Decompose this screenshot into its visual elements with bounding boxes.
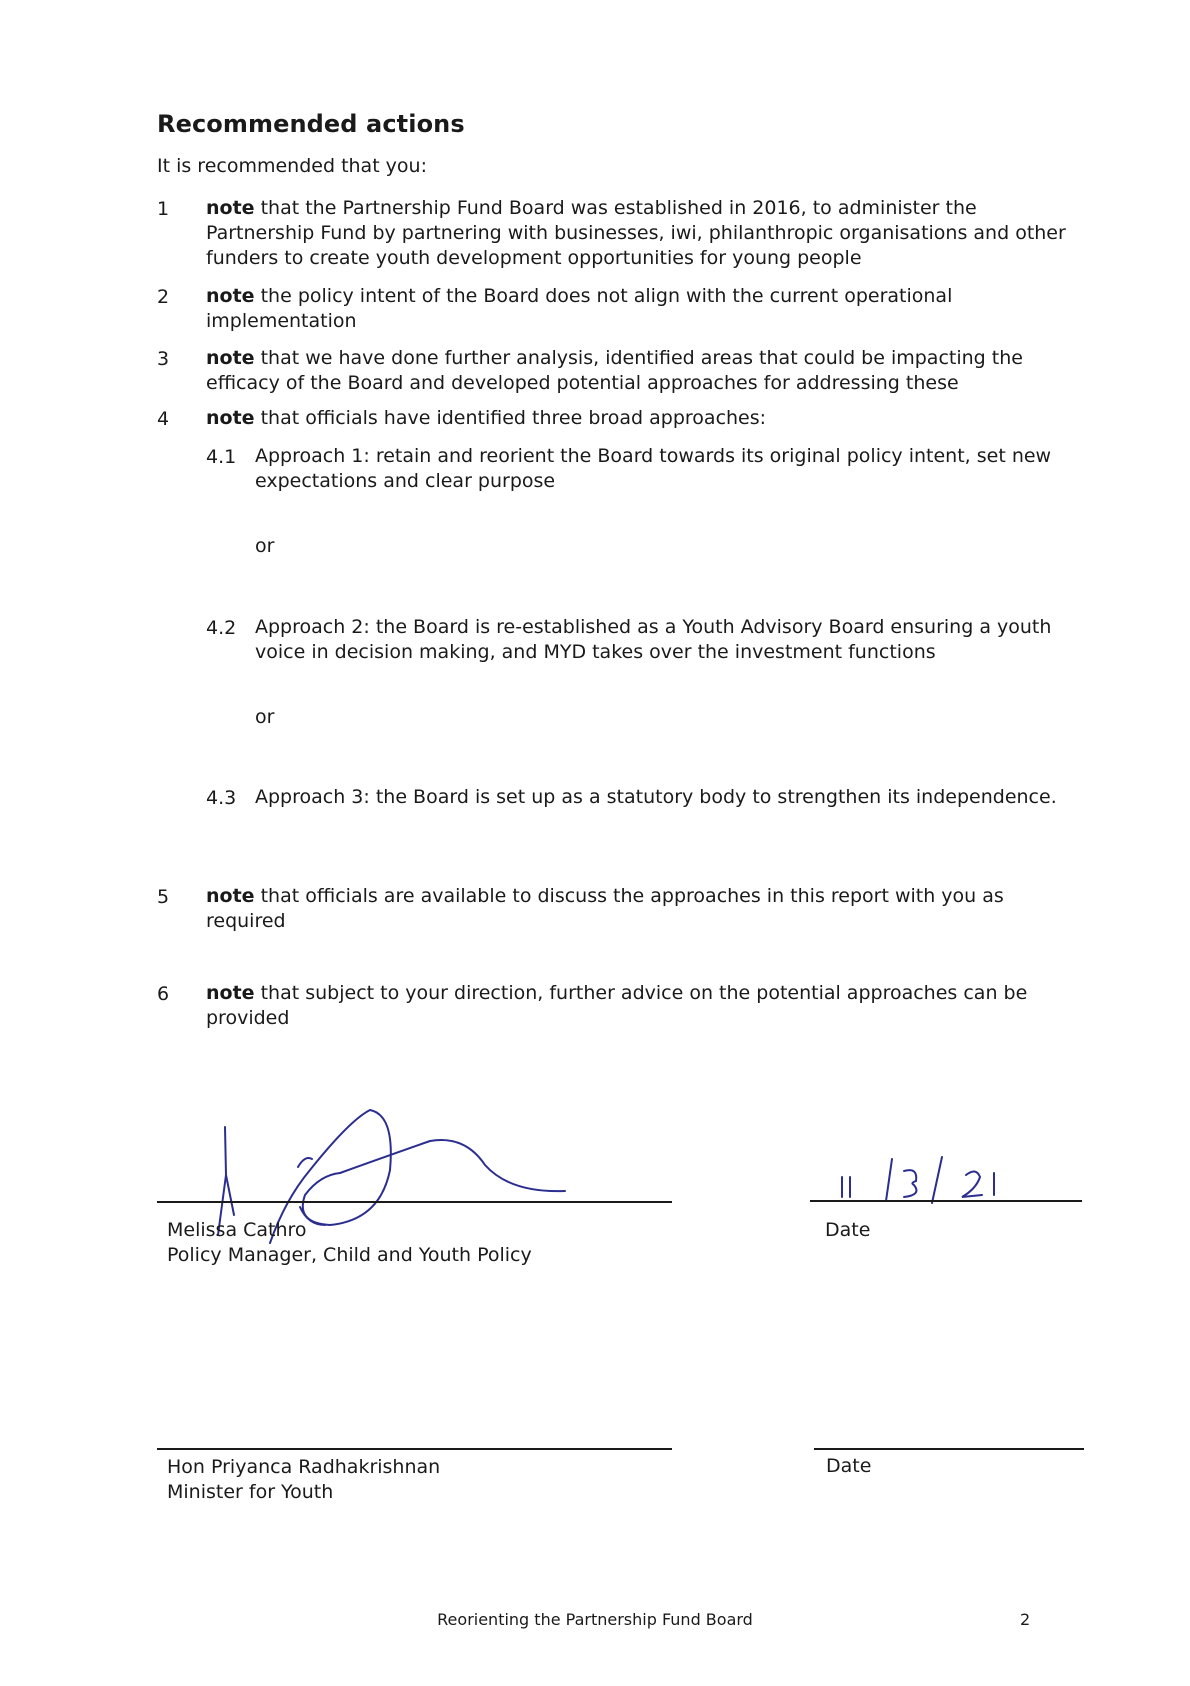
item-keyword: note [206, 285, 255, 307]
signatory-name: Melissa Cathro [167, 1219, 307, 1241]
signatory-name: Hon Priyanca Radhakrishnan [167, 1456, 441, 1478]
item-body: that we have done further analysis, identified areas that could be impacting the efficacy of the Board and developed potential approaches for addressing these [206, 347, 1023, 394]
recommendation-item [206, 284, 1086, 334]
item-number: 4 [157, 408, 170, 430]
item-body: that the Partnership Fund Board was established in 2016, to administer the Partnership Fund by partnering with businesses, iwi, philanthropic organisations and other funders to create youth development opportunities for young people [206, 197, 1066, 269]
recommendation-item [206, 406, 1086, 431]
intro-text: It is recommended that you: [157, 155, 427, 177]
approach-text: Approach 1: retain and reorient the Board towards its original policy intent, set new expectations and clear purpose [255, 445, 1052, 492]
item-keyword: note [206, 197, 255, 219]
handwritten-date [830, 1155, 1030, 1211]
recommendation-item [206, 884, 1086, 934]
item-body: that officials have identified three broad approaches: [254, 407, 767, 429]
item-number: 5 [157, 886, 170, 908]
or-separator: or [255, 706, 275, 728]
recommendation-item [206, 196, 1086, 271]
page-number: 2 [1020, 1610, 1031, 1629]
footer-title: Reorienting the Partnership Fund Board [437, 1610, 753, 1629]
item-keyword: note [206, 347, 255, 369]
item-body: that officials are available to discuss the approaches in this report with you as required [206, 885, 1004, 932]
date-line [810, 1200, 1082, 1202]
item-number: 2 [157, 286, 170, 308]
item-keyword: note [206, 885, 255, 907]
approach-number: 4.1 [206, 446, 237, 468]
signature-line [157, 1448, 672, 1450]
approach-number: 4.2 [206, 617, 237, 639]
item-body: the policy intent of the Board does not align with the current operational implementation [206, 285, 953, 332]
approach-number: 4.3 [206, 787, 237, 809]
signatory-title: Minister for Youth [167, 1481, 334, 1503]
signatory-title: Policy Manager, Child and Youth Policy [167, 1244, 532, 1266]
signature-line [157, 1201, 672, 1203]
item-number: 6 [157, 983, 170, 1005]
approach-text: Approach 2: the Board is re-established as a Youth Advisory Board ensuring a youth voice in decision making, and MYD takes over the investment functions [255, 616, 1052, 663]
item-number: 1 [157, 198, 170, 220]
recommendation-item [206, 346, 1086, 396]
item-keyword: note [206, 407, 255, 429]
item-keyword: note [206, 982, 255, 1004]
date-line [814, 1448, 1084, 1450]
or-separator: or [255, 535, 275, 557]
date-label: Date [826, 1455, 872, 1477]
date-label: Date [825, 1219, 871, 1241]
item-number: 3 [157, 348, 170, 370]
approach-text: Approach 3: the Board is set up as a statutory body to strengthen its independence. [255, 786, 1057, 808]
section-heading: Recommended actions [157, 110, 465, 138]
item-body: that subject to your direction, further advice on the potential approaches can be provided [206, 982, 1028, 1029]
recommendation-item [206, 981, 1086, 1031]
